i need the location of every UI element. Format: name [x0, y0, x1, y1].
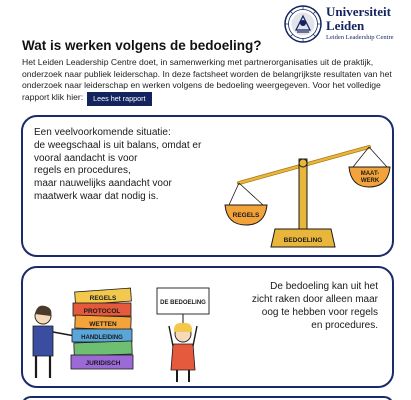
logo-name-line1: Universiteit	[326, 4, 391, 19]
intro-text: Het Leiden Leadership Centre doet, in samenwerking met partnerorganisaties uit de praktijk, onderzoek naar publiek leiderschap. In deze factsheet worden de belangrijkste resultaten van het onderzoek naar leiderschap en werken volgens de bedoeling weergegeven. Voor het volledige rapport klik hier:	[22, 57, 392, 102]
unbalanced-scale-illustration	[219, 125, 391, 251]
book-label-juridisch: JURIDISCH	[85, 360, 121, 367]
rules-card-line: zicht raken door alleen maar	[251, 294, 378, 305]
rules-card-line: De bedoeling kan uit het	[270, 281, 378, 292]
page-title: Wat is werken volgens de bedoeling?	[22, 38, 262, 53]
scale-card-line: Een veelvoorkomende situatie:	[34, 127, 171, 138]
rules-card-line: oog te hebben voor regels	[261, 307, 378, 318]
scale-left-label: REGELS	[232, 212, 260, 219]
logo-name-line2: Leiden	[326, 18, 365, 33]
rules-card-text	[208, 280, 378, 332]
rules-card	[21, 266, 394, 388]
book-label-wetten: WETTEN	[89, 321, 117, 328]
scale-card-line: maatwerk waar dat nodig is.	[34, 190, 159, 202]
scale-right-label-1: MAAT-	[360, 171, 380, 177]
logo-subtitle: Leiden Leadership Centre	[326, 34, 394, 41]
scale-card-line: vooral aandacht is voor	[34, 152, 138, 164]
stacked-books-illustration	[23, 270, 223, 385]
university-logo	[284, 5, 408, 45]
university-seal-icon	[284, 5, 322, 43]
scale-card-line: maar nauwelijks aandacht voor	[34, 178, 172, 190]
rules-card-line: en procedures.	[311, 320, 378, 331]
sign-label: DE BEDOELING	[160, 300, 206, 306]
scale-card-line: regels en procedures,	[34, 165, 131, 177]
scale-card	[21, 115, 394, 257]
scale-right-label-2: WERK	[360, 178, 380, 184]
book-label-handleiding: HANDLEIDING	[81, 335, 123, 341]
scale-base-label: BEDOELING	[283, 237, 323, 244]
book-label-protocol: PROTOCOL	[83, 308, 121, 315]
logo-text	[326, 5, 394, 42]
intro-paragraph	[22, 57, 392, 106]
read-report-button[interactable]: Lees het rapport	[87, 92, 151, 106]
scale-card-text	[34, 127, 229, 204]
next-card	[21, 396, 394, 400]
book-label-regels: REGELS	[89, 295, 117, 302]
scale-card-line: de weegschaal is uit balans, omdat er	[34, 139, 202, 151]
